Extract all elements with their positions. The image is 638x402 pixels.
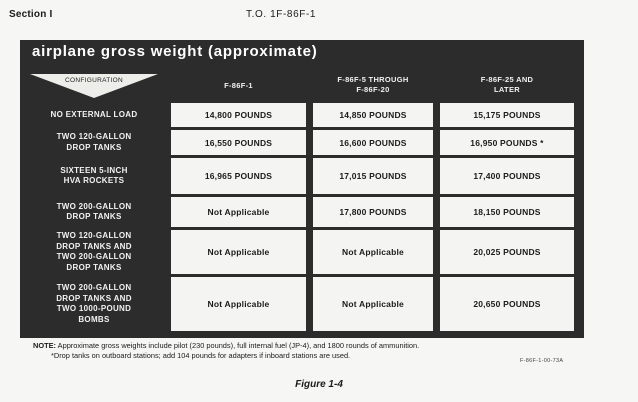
column-header-line: F-86F-5 THROUGH xyxy=(337,75,409,84)
configuration-header: CONFIGURATION xyxy=(65,77,123,84)
weight-cell: Not Applicable xyxy=(171,277,306,331)
row-configuration-line: DROP TANKS xyxy=(66,262,122,272)
column-header-line: F-86F-1 xyxy=(224,81,253,90)
document-number: T.O. 1F-86F-1 xyxy=(246,9,317,20)
weight-cell: 15,175 POUNDS xyxy=(440,103,574,127)
row-configuration-line: SIXTEEN 5-INCH xyxy=(60,165,128,175)
column-header-line: F-86F-20 xyxy=(356,85,390,94)
weight-cell: 17,015 POUNDS xyxy=(313,158,433,194)
weight-cell: Not Applicable xyxy=(171,230,306,274)
row-configuration-line: DROP TANKS AND xyxy=(56,293,132,303)
weight-cell: 14,800 POUNDS xyxy=(171,103,306,127)
table-notes xyxy=(33,341,593,360)
weight-cell: 14,850 POUNDS xyxy=(313,103,433,127)
column-header xyxy=(440,75,574,95)
weight-cell: 20,025 POUNDS xyxy=(440,230,574,274)
section-label: Section I xyxy=(9,9,53,20)
weight-cell: 16,550 POUNDS xyxy=(171,130,306,155)
table-title: airplane gross weight (approximate) xyxy=(32,43,318,60)
weight-cell: Not Applicable xyxy=(313,230,433,274)
weight-cell: 17,400 POUNDS xyxy=(440,158,574,194)
row-configuration xyxy=(20,158,168,194)
weight-cell: 17,800 POUNDS xyxy=(313,197,433,227)
weight-cell: 18,150 POUNDS xyxy=(440,197,574,227)
row-configuration xyxy=(20,197,168,227)
row-configuration xyxy=(20,230,168,274)
row-configuration-line: TWO 200-GALLON xyxy=(56,283,132,292)
note-line-1: Approximate gross weights include pilot (230 pounds), full internal fuel (JP-4), and 1800 rounds of ammunition. xyxy=(57,341,420,350)
row-configuration-line: TWO 200-GALLON xyxy=(56,252,132,261)
row-configuration-line: DROP TANKS xyxy=(66,142,122,152)
figure-code: F-86F-1-00-73A xyxy=(520,358,564,364)
weight-cell: Not Applicable xyxy=(171,197,306,227)
row-configuration-line: TWO 120-GALLON xyxy=(56,231,132,240)
weight-cell: 16,600 POUNDS xyxy=(313,130,433,155)
row-configuration xyxy=(20,277,168,331)
weight-cell: 20,650 POUNDS xyxy=(440,277,574,331)
row-configuration-line: TWO 1000-POUND xyxy=(56,304,132,313)
row-configuration-line: DROP TANKS AND xyxy=(56,241,132,251)
column-header-line: LATER xyxy=(494,85,520,94)
note-line-2: *Drop tanks on outboard stations; add 104 pounds for adapters if inboard stations are used. xyxy=(51,350,351,360)
row-configuration-line: TWO 120-GALLON xyxy=(56,132,132,141)
row-configuration-line: DROP TANKS xyxy=(66,212,122,221)
note-label: NOTE: xyxy=(33,341,56,350)
figure-caption: Figure 1-4 xyxy=(295,379,343,390)
column-header-line: F-86F-25 AND xyxy=(480,75,534,84)
weight-cell: Not Applicable xyxy=(313,277,433,331)
weight-cell: 16,965 POUNDS xyxy=(171,158,306,194)
column-header xyxy=(313,75,433,95)
weight-cell: 16,950 POUNDS * xyxy=(440,130,574,155)
row-configuration-line: NO EXTERNAL LOAD xyxy=(50,109,138,119)
row-configuration xyxy=(20,130,168,155)
row-configuration xyxy=(20,103,168,127)
row-configuration-line: HVA ROCKETS xyxy=(63,176,125,185)
row-configuration-line: BOMBS xyxy=(78,314,110,324)
gross-weight-table xyxy=(20,40,584,338)
row-configuration-line: TWO 200-GALLON xyxy=(56,201,132,211)
column-header xyxy=(171,81,306,91)
